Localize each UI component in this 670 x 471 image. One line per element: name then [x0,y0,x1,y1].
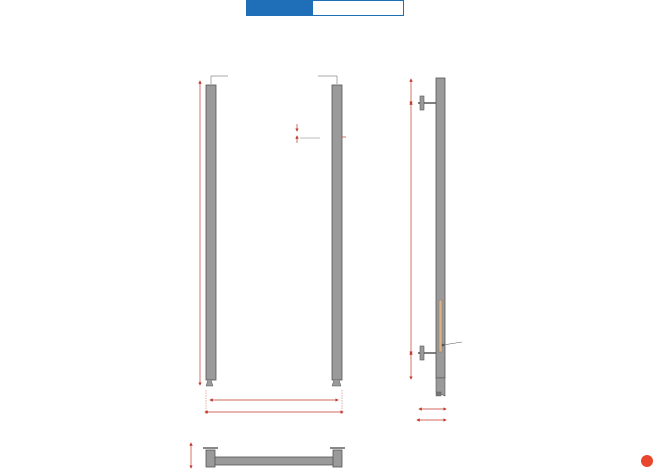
plug-leader [211,76,228,84]
heater-note [446,335,494,351]
site-logo-icon [641,455,653,467]
top-view-body [212,457,340,465]
valve-leader [318,76,337,84]
top-view-right-riser [333,450,342,467]
side-bottom-nut [436,392,441,396]
left-riser [206,85,216,380]
left-connection [206,380,213,386]
heater-note-dot [442,344,445,347]
top-bracket-plate [420,96,424,110]
heater-slot [439,300,442,352]
top-view-left-riser [206,450,215,467]
right-connection [332,380,341,386]
watermark [638,454,662,468]
right-riser [332,85,342,380]
bottom-bracket-plate [420,346,424,360]
